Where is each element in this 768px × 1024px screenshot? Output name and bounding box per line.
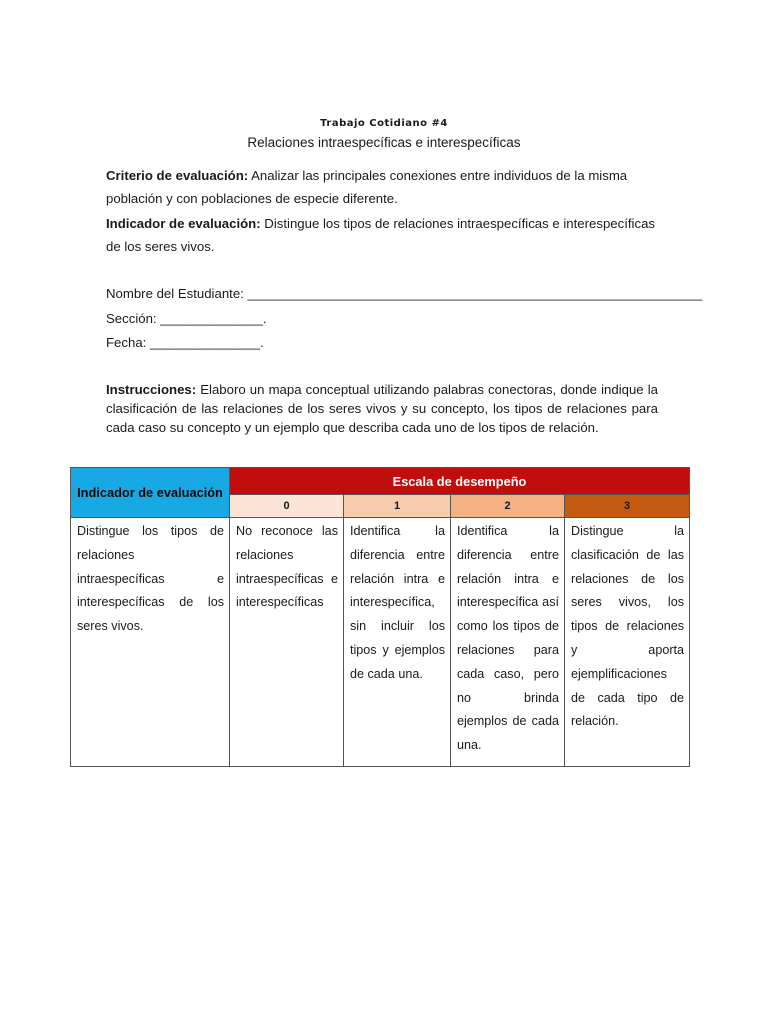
level-3-descriptor: Distingue la clasificación de las relaciones de los seres vivos, los tipos de relaciones y aporta ejemplificaciones de cada tipo de relación.: [565, 518, 690, 767]
level-1-header: 1: [344, 495, 451, 518]
level-0-header: 0: [230, 495, 344, 518]
instructions-text: Elaboro un mapa conceptual utilizando palabras conectoras, donde indique la clasificación de las relaciones de los seres vivos y su concepto, los tipos de relaciones para cada caso su concepto y un ejemplo que describa cada uno de los tipos de relación.: [106, 382, 658, 435]
indicador-paragraph: [106, 212, 658, 258]
student-name-field: Nombre del Estudiante: ______________________________________________________________: [106, 286, 703, 301]
criterio-paragraph: [106, 164, 658, 210]
page-subtitle: Relaciones intraespecíficas e interespecíficas: [247, 135, 521, 150]
indicator-column-header: Indicador de evaluación: [71, 468, 230, 518]
level-3-header: 3: [565, 495, 690, 518]
page-title: Trabajo Cotidiano #4: [320, 118, 448, 129]
level-1-descriptor: Identifica la diferencia entre relación intra e interespecífica, sin incluir los tipos y ejemplos de cada una.: [344, 518, 451, 767]
criterio-label: Criterio de evaluación:: [106, 168, 249, 183]
indicador-text: Distingue los tipos de relaciones intraespecíficas e interespecíficas de los seres vivos.: [106, 216, 655, 254]
level-0-descriptor: No reconoce las relaciones intraespecíficas e interespecíficas: [230, 518, 344, 767]
level-2-descriptor: Identifica la diferencia entre relación intra e interespecífica así como los tipos de relaciones para cada caso, pero no brinda ejemplos de cada una.: [451, 518, 565, 767]
indicator-cell: Distingue los tipos de relaciones intraespecíficas e interespecíficas de los seres vivos.: [71, 518, 230, 767]
instructions-paragraph: [106, 380, 658, 437]
indicador-label: Indicador de evaluación:: [106, 216, 261, 231]
level-2-header: 2: [451, 495, 565, 518]
section-field: Sección: ______________.: [106, 311, 267, 326]
scale-header: Escala de desempeño: [230, 468, 690, 495]
rubric-table: [70, 467, 690, 767]
instructions-label: Instrucciones:: [106, 382, 197, 397]
criterio-text: Analizar las principales conexiones entre individuos de la misma población y con poblaciones de especie diferente.: [106, 168, 628, 206]
date-field: Fecha: _______________.: [106, 335, 264, 350]
